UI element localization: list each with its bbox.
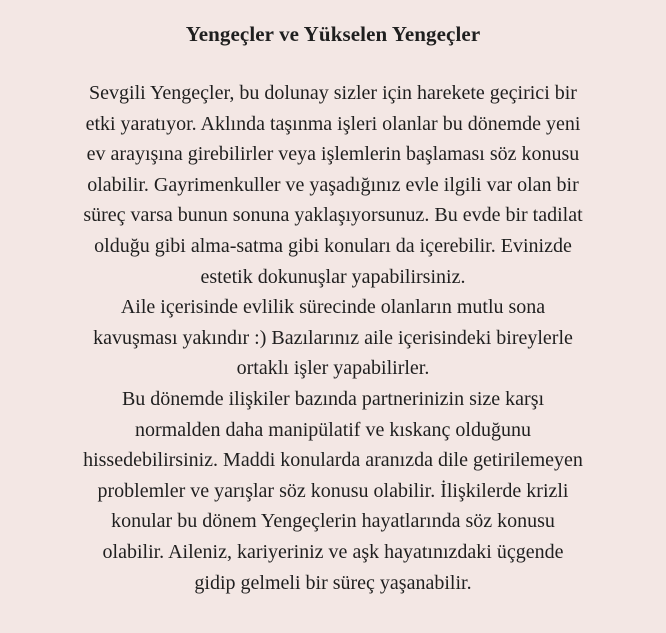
text-line: gidip gelmeli bir süreç yaşanabilir.	[194, 571, 472, 594]
text-line: ortaklı işler yapabilirler.	[236, 357, 430, 380]
text-line: normalden daha manipülatif ve kıskanç olduğunu	[134, 418, 531, 441]
text-line: olabilir. Gayrimenkuller ve yaşadığınız evle ilgili var olan bir	[87, 173, 579, 196]
text-line: süreç varsa bunun sonuna yaklaşıyorsunuz. Bu evde bir tadilat	[83, 204, 583, 227]
text-line: Sevgili Yengeçler, bu dolunay sizler için harekete geçirici bir	[89, 82, 577, 104]
text-line: konular bu dönem Yengeçlerin hayatlarında söz konusu	[111, 510, 555, 533]
text-line: olduğu gibi alma-satma gibi konuları da içerebilir. Evinizde	[94, 234, 572, 257]
text-line: estetik dokunuşlar yapabilirsiniz.	[200, 265, 466, 288]
text-line: ev arayışına girebilirler veya işlemlerin başlaması söz konusu	[86, 143, 580, 166]
text-line: Aile içerisinde evlilik sürecinde olanların mutlu sona	[120, 296, 546, 319]
text-line: etki yaratıyor. Aklında taşınma işleri olanlar bu dönemde yeni	[85, 112, 581, 135]
text-line: Bu dönemde ilişkiler bazında partnerinizin size karşı	[121, 387, 545, 410]
page-title: Yengeçler ve Yükselen Yengeçler	[185, 22, 481, 46]
text-line: kavuşması yakındır :) Bazılarınız aile içerisindeki bireylerle	[93, 326, 573, 349]
text-line: hissedebilirsiniz. Maddi konularda aranızda dile getirilemeyen	[83, 449, 583, 472]
text-line: problemler ve yarışlar söz konusu olabilir. İlişkilerde krizli	[97, 479, 569, 502]
text-line: olabilir. Aileniz, kariyeriniz ve aşk hayatınızdaki üçgende	[102, 540, 564, 563]
body-text	[0, 78, 666, 598]
